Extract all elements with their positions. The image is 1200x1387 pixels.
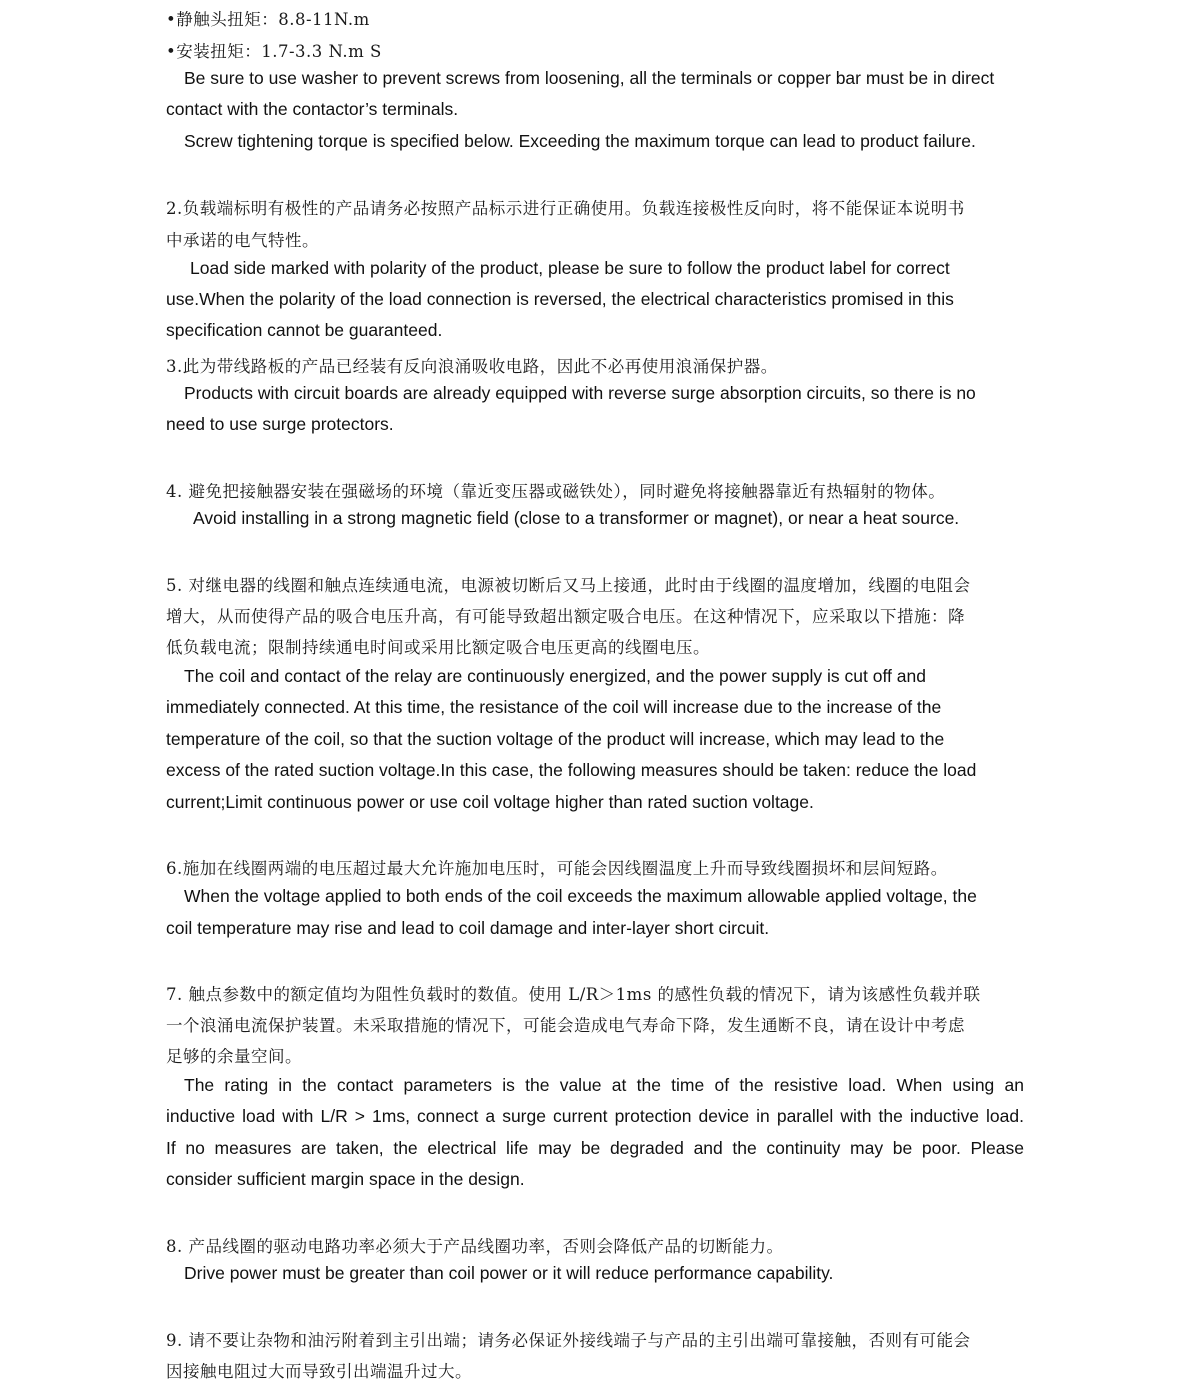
text-line: Be sure to use washer to prevent screws from loosening, all the terminals or copper bar must be in direct bbox=[184, 68, 995, 88]
text-line: inductive load with L/R > 1ms, connect a surge current protection device in parallel with the inductive load. bbox=[166, 1106, 1024, 1126]
text-line: •安装扭矩：1.7-3.3 N.m S bbox=[166, 42, 382, 61]
text-line: Avoid installing in a strong magnetic field (close to a transformer or magnet), or near a heat source. bbox=[193, 508, 960, 528]
text-line: 4. 避免把接触器安装在强磁场的环境（靠近变压器或磁铁处），同时避免将接触器靠近有热辐射的物体。 bbox=[166, 482, 946, 501]
text-line: 6.施加在线圈两端的电压超过最大允许施加电压时，可能会因线圈温度上升而导致线圈损坏和层间短路。 bbox=[166, 859, 948, 878]
text-line: 5. 对继电器的线圈和触点连续通电流，电源被切断后又马上接通，此时由于线圈的温度增加，线圈的电阻会 bbox=[166, 576, 971, 595]
text-line: coil temperature may rise and lead to coil damage and inter-layer short circuit. bbox=[166, 918, 770, 938]
text-line: consider sufficient margin space in the design. bbox=[166, 1169, 525, 1189]
text-line: immediately connected. At this time, the resistance of the coil will increase due to the increase of the bbox=[166, 697, 942, 717]
text-line: 因接触电阻过大而导致引出端温升过大。 bbox=[166, 1362, 472, 1381]
text-line: The coil and contact of the relay are continuously energized, and the power supply is cut off and bbox=[184, 666, 926, 686]
text-line: contact with the contactor’s terminals. bbox=[166, 99, 459, 119]
text-line: Load side marked with polarity of the product, please be sure to follow the product label for correct bbox=[190, 258, 950, 278]
text-line: excess of the rated suction voltage.In this case, the following measures should be taken: reduce the load bbox=[166, 760, 977, 780]
text-line: Screw tightening torque is specified below. Exceeding the maximum torque can lead to product failure. bbox=[184, 131, 976, 151]
text-line: When the voltage applied to both ends of the coil exceeds the maximum allowable applied voltage, the bbox=[184, 886, 977, 906]
text-line: current;Limit continuous power or use coil voltage higher than rated suction voltage. bbox=[166, 792, 814, 812]
text-line: 增大，从而使得产品的吸合电压升高，有可能导致超出额定吸合电压。在这种情况下，应采取以下措施：降 bbox=[166, 607, 965, 626]
text-line: •静触头扭矩：8.8-11N.m bbox=[166, 10, 370, 29]
text-line: 8. 产品线圈的驱动电路功率必须大于产品线圈功率，否则会降低产品的切断能力。 bbox=[166, 1237, 784, 1256]
text-line: 3.此为带线路板的产品已经装有反向浪涌吸收电路，因此不必再使用浪涌保护器。 bbox=[166, 357, 778, 376]
text-line: 低负载电流；限制持续通电时间或采用比额定吸合电压更高的线圈电压。 bbox=[166, 638, 710, 657]
text-line: Drive power must be greater than coil power or it will reduce performance capability. bbox=[184, 1263, 834, 1283]
text-line: 2.负载端标明有极性的产品请务必按照产品标示进行正确使用。负载连接极性反向时，将不能保证本说明书 bbox=[166, 199, 965, 218]
text-line: 7. 触点参数中的额定值均为阻性负载时的数值。使用 L/R＞1ms 的感性负载的情况下，请为该感性负载并联 bbox=[166, 985, 981, 1004]
text-line: 一个浪涌电流保护装置。未采取措施的情况下，可能会造成电气寿命下降，发生通断不良，请在设计中考虑 bbox=[166, 1016, 965, 1035]
text-line: 9. 请不要让杂物和油污附着到主引出端；请务必保证外接线端子与产品的主引出端可靠接触，否则有可能会 bbox=[166, 1331, 971, 1350]
text-line: need to use surge protectors. bbox=[166, 414, 394, 434]
text-line: The rating in the contact parameters is the value at the time of the resistive load. When using an bbox=[184, 1075, 1024, 1095]
text-line: If no measures are taken, the electrical life may be degraded and the continuity may be poor. Please bbox=[166, 1138, 1024, 1158]
text-line: specification cannot be guaranteed. bbox=[166, 320, 443, 340]
text-line: temperature of the coil, so that the suction voltage of the product will increase, which may lead to the bbox=[166, 729, 945, 749]
text-line: Products with circuit boards are already equipped with reverse surge absorption circuits, so there is no bbox=[184, 383, 976, 403]
text-line: use.When the polarity of the load connection is reversed, the electrical characteristics promised in this bbox=[166, 289, 954, 309]
text-line: 中承诺的电气特性。 bbox=[166, 231, 319, 250]
text-line: 足够的余量空间。 bbox=[166, 1047, 302, 1066]
